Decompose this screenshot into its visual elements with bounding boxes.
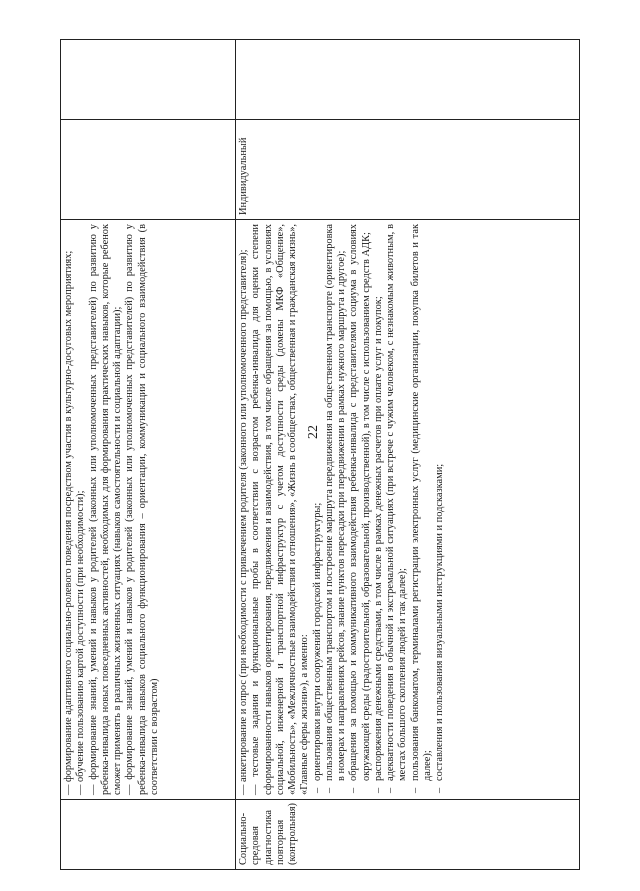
content-line: — формирование адаптивного социально-ролевого поведения посредством участия в культурно-досуговых мероприятиях;: [63, 250, 74, 795]
content-cell: [61, 220, 236, 800]
table-row: [61, 40, 236, 870]
section-cell: [236, 800, 580, 870]
program-table: [60, 39, 580, 870]
list-item: – пользования общественным транспортом и построение маршрута передвижения на общественном транспорте (ориентировка в номерах и направлениях рейсов, знание пунктов пересадки при передвижении в рамках нужного маршрута и другое);: [324, 224, 349, 781]
content-cell: [236, 220, 580, 800]
format-label: Индивидуальный: [238, 137, 249, 215]
content-line: — формирование знаний, умений и навыков у родителей (законных или уполномоченных представителей) по развитию у ребенка-инвалида навыков социального функционирования – ориентации, коммуникации и социального взаимодействия (в соответствии с возрастом): [124, 224, 160, 795]
format-cell: [61, 120, 236, 220]
content-line: — анкетирование и опрос (при необходимости с привлечением родителя (законного или уполномоченного представителя);: [238, 249, 249, 795]
list-item: – адекватности поведения в обычной и экстремальной ситуациях (при встрече с чужим человеком, с незнакомым животным, в местах большого скопления людей и так далее);: [385, 224, 410, 781]
diagnostic-list: [312, 224, 447, 795]
list-item: – пользования банкоматом, терминалами регистрации электронных услуг (медицинские организации, покупка билетов и так далее);: [410, 224, 435, 781]
content-line: — обучение пользованию картой доступности (при необходимости);: [75, 490, 87, 795]
content-line: — формирование знаний, умений и навыков у родителей (законных или уполномоченных представителей) по развитию у ребенка-инвалида новых повседневных активностей, необходимых для формирования практических навыков, которые ребенок сможет применять в различных жизненных ситуациях (навыков самостоятельности и социальной адаптации);: [87, 224, 124, 795]
content-line: — тестовые задания и функциональные пробы в соответствии с возрастом ребенка-инвалида для оценки степени сформированности навыков ориентирования, передвижения и взаимодействия, в том числе обращения за помощью, в условиях социальной, инженерной и транспортной инфраструктур с учетом доступности среды (домены МКФ «Общение», «Мобильность», «Межличностные взаимодействия и отношения», «Жизнь в сообществах, общественная и гражданская жизнь», «Главные сферы жизни»), а именно:: [250, 224, 311, 795]
list-item: – распоряжения денежными средствами, в том числе в рамках денежных расчетов при оплате услуг и покупок;: [373, 224, 385, 781]
section-title: Социально-средовая диагностика повторная (контрольная): [238, 803, 299, 865]
list-item: – обращения за помощью и коммуникативного взаимодействия ребенка-инвалида с представителями социума в условиях окружающей среды (градостроительной, образовательной, производственной), в том числе с использованием средств АДК;: [348, 224, 373, 781]
list-item: – ориентировки внутри сооружений городской инфраструктуры;: [312, 224, 324, 781]
empty-cell: [236, 40, 580, 120]
format-cell: [236, 120, 580, 220]
table-row: [236, 40, 580, 870]
list-item: – составления и пользования визуальными инструкциями и подсказками;: [434, 224, 446, 781]
empty-cell: [61, 40, 236, 120]
page-number: 22: [306, 425, 321, 439]
rotated-page: [60, 40, 580, 870]
section-cell: [61, 800, 236, 870]
